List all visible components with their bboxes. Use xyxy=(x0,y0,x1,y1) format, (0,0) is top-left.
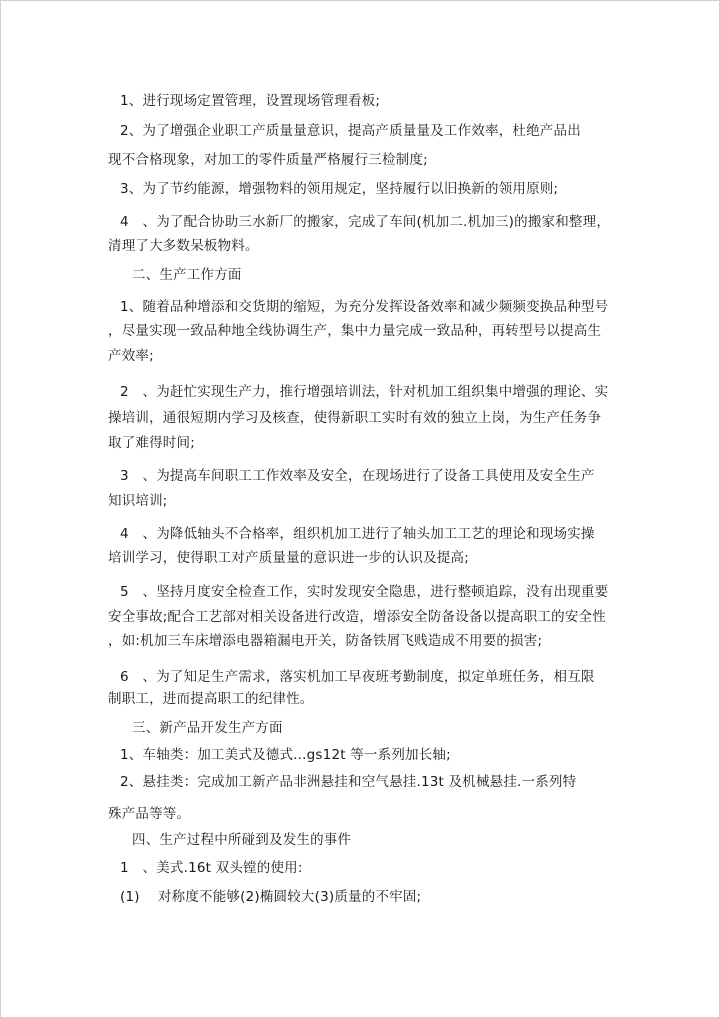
text-line: 3 、为提高车间职工工作效率及安全，在现场进行了设备工具使用及安全生产 xyxy=(120,468,595,484)
text-line: 6 、为了知足生产需求，落实机加工早夜班考勤制度，拟定单班任务，相互限 xyxy=(120,669,595,685)
text-line: 取了难得时间; xyxy=(108,435,195,451)
text-line: ，尽量实现一致品种地全线协调生产，集中力量完成一致品种，再转型号以提高生 xyxy=(108,323,602,339)
text-line: 4 、为降低轴头不合格率，组织机加工进行了轴头加工工艺的理论和现场实操 xyxy=(120,526,595,542)
section-heading: 四、生产过程中所碰到及发生的事件 xyxy=(132,832,352,848)
section-heading: 三、新产品开发生产方面 xyxy=(132,720,283,736)
text-line: 2、为了增强企业职工产质量量意识，提高产质量量及工作效率，杜绝产品出 xyxy=(120,123,581,139)
text-line: 知识培训; xyxy=(108,493,168,509)
text-line: 5 、坚持月度安全检查工作，实时发现安全隐患，进行整顿追踪，没有出现重要 xyxy=(120,584,609,600)
text-line: 1、随着品种增添和交货期的缩短，为充分发挥设备效率和减少频频变换品种型号 xyxy=(120,299,609,315)
text-line: (1) 对称度不能够(2)椭圆较大(3)质量的不牢固; xyxy=(120,889,422,905)
text-line: 产效率; xyxy=(108,348,154,364)
text-line: 2 、为赶忙实现生产力，推行增强培训法，针对机加工组织集中增强的理论、实 xyxy=(120,384,609,400)
text-line: 现不合格现象，对加工的零件质量严格履行三检制度; xyxy=(108,152,428,168)
text-line: ，如:机加三车床增添电器箱漏电开关，防备铁屑飞贱造成不用要的损害; xyxy=(108,633,543,649)
text-line: 安全事故;配合工艺部对相关设备进行改造，增添安全防备设备以提高职工的安全性 xyxy=(108,609,606,625)
text-line: 3、为了节约能源，增强物料的领用规定，坚持履行以旧换新的领用原则; xyxy=(120,181,559,197)
text-line: 培训学习，使得职工对产质量量的意识进一步的认识及提高; xyxy=(108,550,469,566)
text-line: 2、悬挂类：完成加工新产品非洲悬挂和空气悬挂.13t 及机械悬挂.一系列特 xyxy=(120,774,577,790)
text-line: 4 、为了配合协助三水新厂的搬家，完成了车间(机加二.机加三)的搬家和整理， xyxy=(120,214,611,230)
text-line: 操培训，通很短期内学习及核查，使得新职工实时有效的独立上岗，为生产任务争 xyxy=(108,410,602,426)
text-line: 制职工，进而提高职工的纪律性。 xyxy=(108,691,314,707)
text-line: 清理了大多数呆板物料。 xyxy=(108,238,259,254)
text-line: 1、进行现场定置管理，设置现场管理看板; xyxy=(120,93,381,109)
text-line: 殊产品等等。 xyxy=(108,806,191,822)
text-line: 1、车轴类：加工美式及德式...gs12t 等一系列加长轴; xyxy=(120,747,451,763)
text-line: 1 、美式.16t 双头镗的使用: xyxy=(120,860,303,876)
section-heading: 二、生产工作方面 xyxy=(132,267,242,283)
